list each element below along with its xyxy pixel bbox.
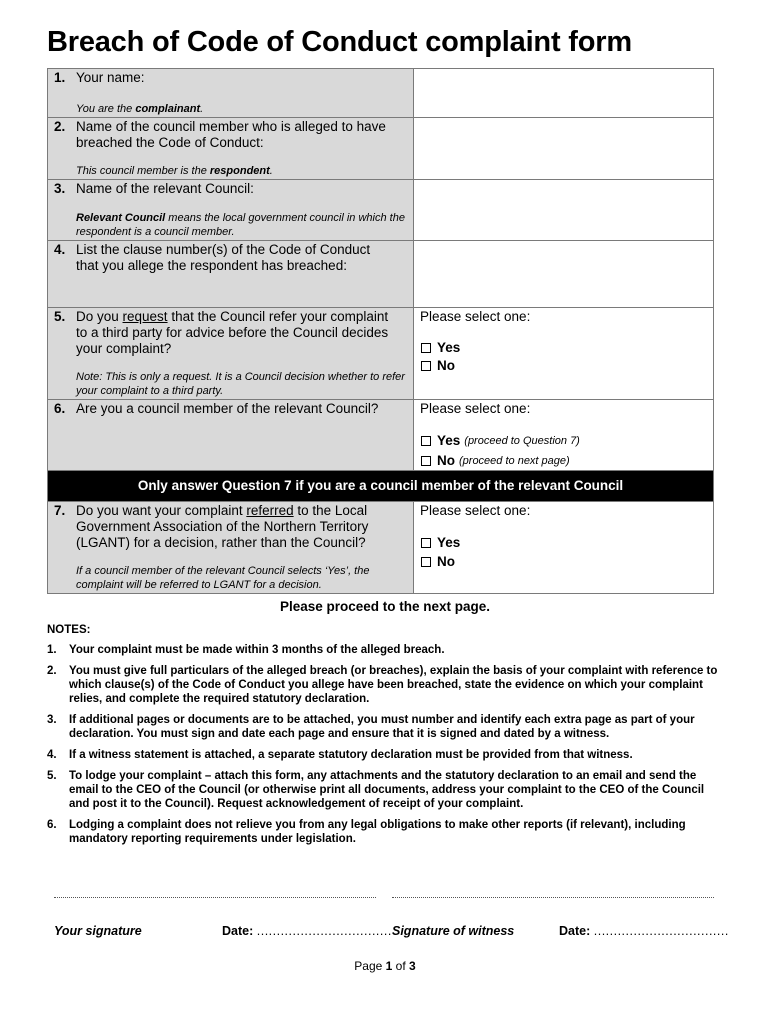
question-text: Are you a council member of the relevant Council? [76, 401, 379, 416]
question-text: Name of the relevant Council: [76, 181, 254, 196]
note-item: 4. If a witness statement is attached, a separate statutory declaration must be provided from that witness. [47, 749, 633, 761]
q7-no-option[interactable]: No [421, 554, 455, 569]
question-cell [48, 241, 414, 307]
question-7-banner: Only answer Question 7 if you are a council member of the relevant Council [48, 470, 713, 501]
answer-cell [414, 400, 713, 470]
q5-yes-option[interactable]: Yes [421, 340, 460, 355]
question-number: 3. [54, 181, 66, 196]
note-item: 5. To lodge your complaint – attach this form, any attachments and the statutory declaration to an email and send the email to the CEO of the Council (or otherwise print all documents, address your complaint to the CEO of the Council and post it to the Council). Request acknowledgement of receipt of your complaint. [47, 770, 705, 810]
q6-yes-option[interactable]: Yes (proceed to Question 7) [421, 433, 580, 448]
question-cell [48, 118, 414, 179]
question-row-2 [48, 117, 713, 179]
checkbox-icon[interactable] [421, 343, 431, 353]
question-row-7 [48, 501, 713, 593]
question-number: 7. [54, 503, 66, 518]
question-number: 5. [54, 309, 66, 324]
witness-signature-line[interactable] [392, 897, 714, 899]
clause-numbers-field[interactable] [414, 241, 713, 307]
question-note: Note: This is only a request. It is a Council decision whether to refer your complaint to a third party. [76, 371, 405, 397]
question-cell [48, 180, 414, 240]
question-cell [48, 69, 414, 117]
your-signature-line[interactable] [54, 897, 376, 899]
please-select-label: Please select one: [420, 401, 531, 416]
answer-cell [414, 308, 713, 399]
checkbox-icon[interactable] [421, 538, 431, 548]
respondent-name-field[interactable] [414, 118, 713, 179]
q6-no-option[interactable]: No (proceed to next page) [421, 453, 570, 468]
please-select-label: Please select one: [420, 503, 531, 518]
complaint-form-table [47, 68, 714, 594]
question-cell [48, 400, 414, 470]
your-date-field[interactable]: Date: .................................. [222, 924, 392, 938]
witness-date-field[interactable]: Date: .................................. [559, 924, 729, 938]
question-row-3 [48, 179, 713, 240]
question-text: Do you want your complaint referred to the Local Government Association of the Northern Territory (LGANT) for a decision, rather than the Council? [76, 503, 369, 550]
checkbox-icon[interactable] [421, 456, 431, 466]
question-cell [48, 502, 414, 593]
note-item: 3. If additional pages or documents are to be attached, you must number and identify each extra page as part of your declaration. You must sign and date each page and ensure that it is signed and dated by a witness. [47, 714, 695, 740]
question-note: Relevant Council means the local government council in which the respondent is a council member. [76, 212, 405, 238]
question-row-1 [48, 69, 713, 117]
question-row-5 [48, 307, 713, 399]
relevant-council-field[interactable] [414, 180, 713, 240]
option-hint: (proceed to next page) [459, 454, 570, 467]
your-name-field[interactable] [414, 69, 713, 117]
question-text: List the clause number(s) of the Code of Conduct that you allege the respondent has breached: [76, 242, 371, 273]
witness-signature-label: Signature of witness [392, 924, 515, 938]
question-number: 2. [54, 119, 66, 134]
question-note: If a council member of the relevant Council selects ‘Yes’, the complaint will be referred to LGANT for a decision. [76, 565, 370, 591]
your-signature-label: Your signature [54, 924, 142, 938]
note-item: 2. You must give full particulars of the alleged breach (or breaches), explain the basis of your complaint with reference to which clause(s) of the Code of Conduct you allege have been breached, state the evidence on which your complaint relies, and complete the required statutory declaration. [47, 665, 718, 705]
q7-yes-option[interactable]: Yes [421, 535, 460, 550]
note-item: 6. Lodging a complaint does not relieve you from any legal obligations to make other reports (if relevant), including mandatory reporting requirements under legislation. [47, 819, 686, 845]
note-item: 1. Your complaint must be made within 3 months of the alleged breach. [47, 644, 445, 656]
checkbox-icon[interactable] [421, 557, 431, 567]
option-hint: (proceed to Question 7) [464, 434, 580, 447]
question-note: You are the complainant. [76, 103, 204, 115]
question-text: Name of the council member who is alleged to have breached the Code of Conduct: [76, 119, 386, 150]
question-number: 4. [54, 242, 66, 257]
question-number: 6. [54, 401, 66, 416]
question-number: 1. [54, 70, 66, 85]
q5-no-option[interactable]: No [421, 358, 455, 373]
checkbox-icon[interactable] [421, 361, 431, 371]
notes-heading: NOTES: [47, 624, 91, 636]
question-row-6 [48, 399, 713, 470]
question-cell [48, 308, 414, 399]
please-select-label: Please select one: [420, 309, 531, 324]
question-text: Your name: [76, 70, 145, 85]
answer-cell [414, 502, 713, 593]
question-note: This council member is the respondent. [76, 165, 273, 177]
question-text: Do you request that the Council refer your complaint to a third party for advice before the Council decides your complaint? [76, 309, 389, 356]
page-number: Page 1 of 3 [354, 959, 416, 973]
proceed-text: Please proceed to the next page. [279, 599, 491, 614]
checkbox-icon[interactable] [421, 436, 431, 446]
page-title: Breach of Code of Conduct complaint form [47, 26, 632, 58]
question-row-4 [48, 240, 713, 307]
notes-list [47, 643, 723, 853]
